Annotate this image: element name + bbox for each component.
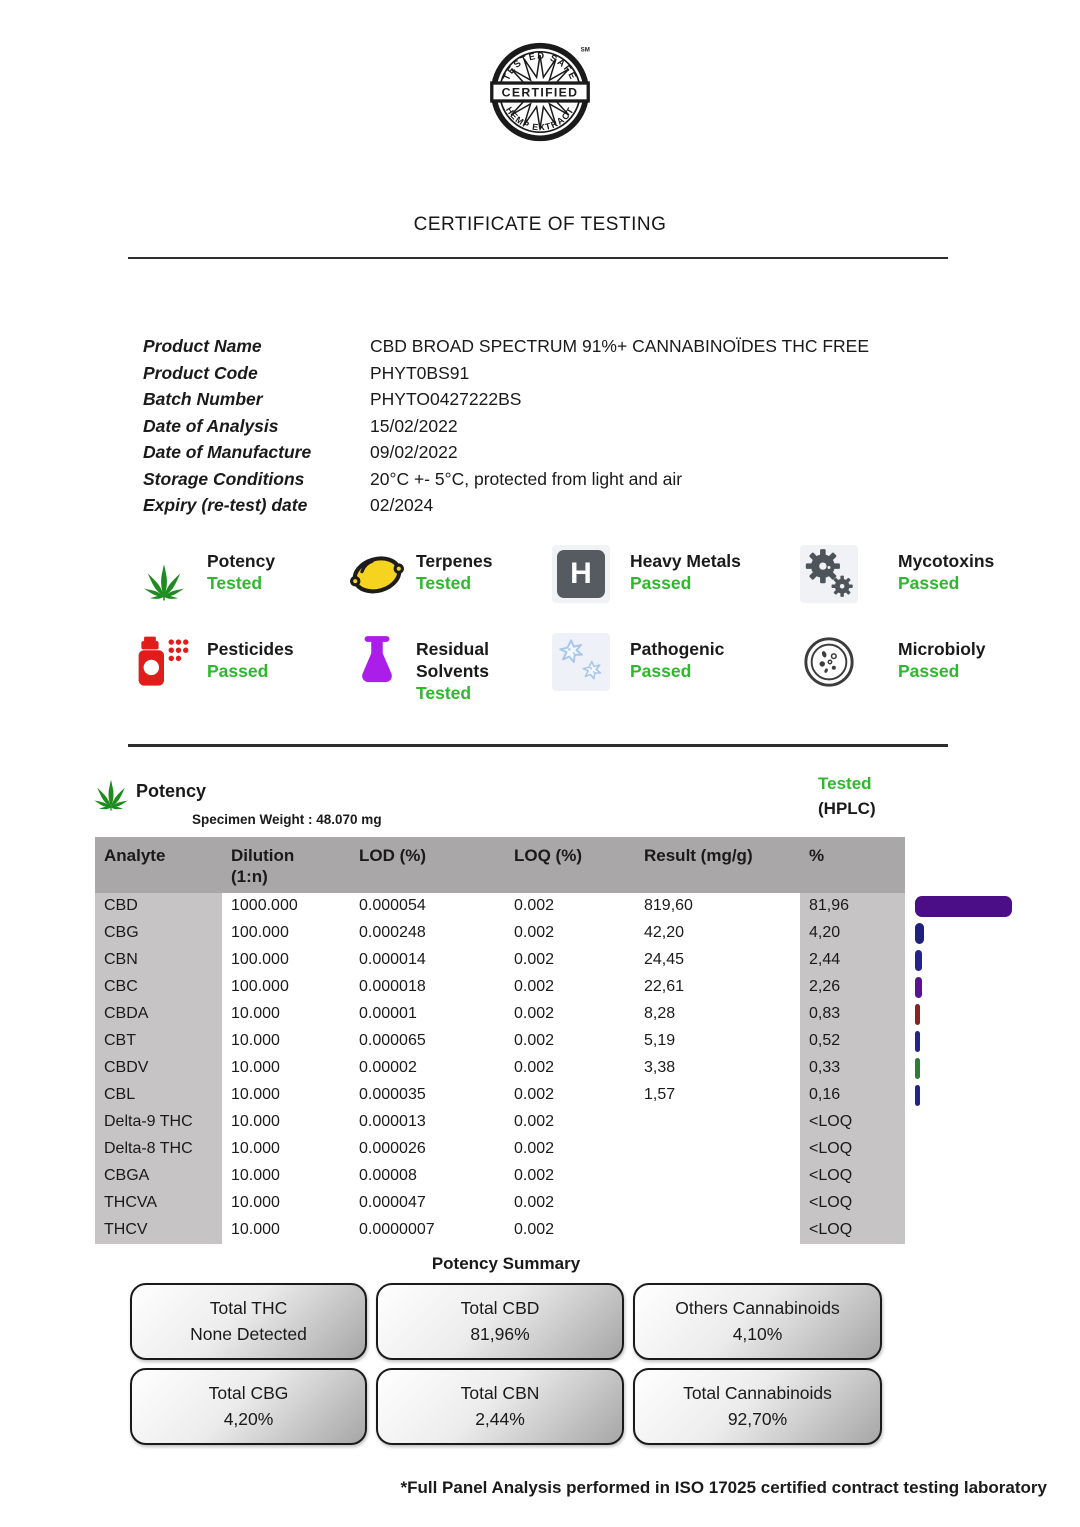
potency-table-wrap xyxy=(95,837,1080,1244)
col-header-pct: % xyxy=(809,845,825,865)
summary-box-label: Total CBN xyxy=(460,1383,540,1403)
summary-box-value: 92,70% xyxy=(727,1409,788,1429)
gears-icon xyxy=(800,545,858,603)
analyte-cell: CBDA xyxy=(95,1001,222,1028)
dilution-cell: 10.000 xyxy=(231,1059,280,1076)
summary-box-label: Total CBD xyxy=(460,1298,540,1318)
table-row xyxy=(95,947,905,974)
pct-cell: 2,44 xyxy=(800,947,905,974)
analyte-cell: Delta-8 THC xyxy=(95,1136,222,1163)
potency-heading: Potency xyxy=(136,780,207,801)
product-info-label: Date of Analysis xyxy=(143,415,279,436)
result-cell xyxy=(635,1109,800,1136)
pct-cell: <LOQ xyxy=(800,1190,905,1217)
analyte-cell: CBDV xyxy=(95,1055,222,1082)
result-bar-cbl xyxy=(915,1085,920,1106)
badge-heavy-metals xyxy=(552,545,800,603)
loq-cell: 0.002 xyxy=(514,1086,555,1103)
product-info-value: CBD BROAD SPECTRUM 91%+ CANNABINOÏDES THC FREE xyxy=(370,336,870,356)
result-cell xyxy=(635,1163,800,1190)
analyte-cell: CBG xyxy=(95,920,222,947)
summary-box xyxy=(633,1368,882,1445)
result-cell: 819,60 xyxy=(644,897,693,914)
summary-box xyxy=(376,1283,624,1360)
h-letter: H xyxy=(557,550,605,598)
summary-box-value: 81,96% xyxy=(470,1324,530,1344)
badge-status: Tested xyxy=(416,682,472,703)
product-info-row xyxy=(143,360,1080,387)
analyte-cell: THCVA xyxy=(95,1190,222,1217)
product-info-value: 20°C +- 5°C, protected from light and air xyxy=(370,468,683,489)
loq-cell: 0.002 xyxy=(514,978,555,995)
lod-cell: 0.000026 xyxy=(359,1140,426,1157)
product-info-label: Date of Manufacture xyxy=(143,442,312,462)
logo-trademark: SM xyxy=(580,46,590,54)
product-info-row xyxy=(143,413,1080,440)
table-row xyxy=(95,1190,905,1217)
analyte-cell: CBT xyxy=(95,1028,222,1055)
lod-cell: 0.000013 xyxy=(359,1113,426,1130)
lod-cell: 0.000035 xyxy=(359,1086,426,1103)
product-info-value: PHYT0BS91 xyxy=(370,362,470,383)
pct-cell: 0,83 xyxy=(800,1001,905,1028)
logo-arc-top-text: TESTED SAFE xyxy=(501,50,579,83)
lod-cell: 0.00008 xyxy=(359,1167,417,1184)
pct-cell: 4,20 xyxy=(800,920,905,947)
bar-slot xyxy=(915,1028,1080,1055)
dilution-cell: 10.000 xyxy=(231,1005,280,1022)
result-bar-cbg xyxy=(915,923,924,944)
badge-terpenes xyxy=(348,545,552,603)
badge-label: Mycotoxins xyxy=(898,550,995,571)
badge-label: Potency xyxy=(207,550,276,571)
lod-cell: 0.0000007 xyxy=(359,1221,435,1238)
result-cell xyxy=(635,1217,800,1244)
logo-arc-bottom-text: HEMP EXTRACT xyxy=(503,105,577,133)
dilution-cell: 10.000 xyxy=(231,1221,280,1238)
table-row xyxy=(95,1082,905,1109)
result-cell: 3,38 xyxy=(644,1059,676,1076)
lod-cell: 0.000065 xyxy=(359,1032,426,1049)
loq-cell: 0.002 xyxy=(514,1194,555,1211)
dilution-cell: 100.000 xyxy=(231,951,289,968)
analyte-cell: CBN xyxy=(95,947,222,974)
pct-cell: <LOQ xyxy=(800,1109,905,1136)
badge-label: Microbioly xyxy=(898,638,986,659)
badge-residual-solvents xyxy=(348,633,552,704)
col-header-dilution-line1: Dilution xyxy=(231,845,295,865)
summary-box xyxy=(130,1283,367,1360)
summary-box xyxy=(633,1283,882,1360)
table-row xyxy=(95,1001,905,1028)
logo-band-text: CERTIFIED xyxy=(501,85,579,100)
loq-cell: 0.002 xyxy=(514,1059,555,1076)
product-info xyxy=(143,333,1080,519)
loq-cell: 0.002 xyxy=(514,951,555,968)
badge-label: Pathogenic xyxy=(630,638,725,659)
tested-hplc xyxy=(818,771,876,821)
bar-slot xyxy=(915,1082,1080,1109)
summary-box-value: 4,10% xyxy=(732,1324,783,1344)
col-header-lod: LOD (%) xyxy=(359,845,427,865)
product-info-label: Expiry (re-test) date xyxy=(143,495,308,515)
method-label: (HPLC) xyxy=(818,798,876,818)
result-bars xyxy=(915,893,1080,1109)
bar-slot xyxy=(915,893,1080,920)
pct-cell: 0,16 xyxy=(800,1082,905,1109)
result-bar-cbdv xyxy=(915,1058,920,1079)
badge-status: Passed xyxy=(630,660,692,681)
table-row xyxy=(95,1055,905,1082)
loq-cell: 0.002 xyxy=(514,1221,555,1238)
dilution-cell: 10.000 xyxy=(231,1194,280,1211)
summary-box-label: Others Cannabinoids xyxy=(675,1298,840,1318)
lod-cell: 0.000054 xyxy=(359,897,426,914)
badge-status: Passed xyxy=(630,572,692,593)
summary-box-label: Total THC xyxy=(209,1298,288,1318)
result-cell: 8,28 xyxy=(644,1005,676,1022)
result-cell xyxy=(635,1190,800,1217)
result-cell: 5,19 xyxy=(644,1032,676,1049)
analyte-cell: CBL xyxy=(95,1082,222,1109)
result-bar-cbc xyxy=(915,977,922,998)
product-info-row xyxy=(143,466,1080,493)
badge-status: Tested xyxy=(416,572,472,593)
table-row xyxy=(95,920,905,947)
col-header-analyte: Analyte xyxy=(104,845,166,865)
badge-label: Residual Solvents xyxy=(416,638,489,681)
certified-badge-icon xyxy=(488,40,592,144)
badge-mycotoxins xyxy=(800,545,1080,603)
lod-cell: 0.000014 xyxy=(359,951,426,968)
summary-box-label: Total CBG xyxy=(208,1383,289,1403)
summary-box xyxy=(376,1368,624,1445)
table-row xyxy=(95,1109,905,1136)
badge-label: Terpenes xyxy=(416,550,493,571)
cannabis-leaf-icon xyxy=(88,765,134,816)
table-row xyxy=(95,1136,905,1163)
badge-label: Pesticides xyxy=(207,638,294,659)
lod-cell: 0.000047 xyxy=(359,1194,426,1211)
footnote: *Full Panel Analysis performed in ISO 17025 certified contract testing laboratory xyxy=(400,1477,1047,1497)
bar-slot xyxy=(915,974,1080,1001)
dilution-cell: 10.000 xyxy=(231,1086,280,1103)
analyte-cell: CBD xyxy=(95,893,222,920)
product-info-label: Product Code xyxy=(143,362,258,383)
dilution-cell: 10.000 xyxy=(231,1032,280,1049)
summary-box xyxy=(130,1368,367,1445)
badge-status: Passed xyxy=(898,572,960,593)
dilution-cell: 10.000 xyxy=(231,1167,280,1184)
pct-cell: 0,33 xyxy=(800,1055,905,1082)
petri-dish-icon xyxy=(800,633,858,691)
product-info-value: 15/02/2022 xyxy=(370,415,458,436)
dilution-cell: 100.000 xyxy=(231,978,289,995)
product-info-label: Storage Conditions xyxy=(143,468,305,489)
analyte-cell: Delta-9 THC xyxy=(95,1109,222,1136)
product-info-row xyxy=(143,492,1080,519)
dilution-cell: 1000.000 xyxy=(231,897,298,914)
product-info-value: 02/2024 xyxy=(370,495,434,515)
microbes-icon xyxy=(552,633,610,691)
loq-cell: 0.002 xyxy=(514,1032,555,1049)
flask-icon xyxy=(348,633,406,691)
table-row xyxy=(95,1163,905,1190)
product-info-row xyxy=(143,333,1080,360)
potency-section-header xyxy=(88,765,1080,833)
dilution-cell: 10.000 xyxy=(231,1140,280,1157)
certified-logo xyxy=(488,0,592,144)
loq-cell: 0.002 xyxy=(514,1140,555,1157)
bar-slot xyxy=(915,920,1080,947)
result-bar-cbda xyxy=(915,1004,920,1025)
badge-label: Heavy Metals xyxy=(630,550,741,571)
loq-cell: 0.002 xyxy=(514,1167,555,1184)
col-header-dilution-line2: (1:n) xyxy=(231,866,268,886)
spray-bottle-icon xyxy=(135,633,193,691)
summary-title: Potency Summary xyxy=(431,1253,581,1273)
badge-pathogenic xyxy=(552,633,800,704)
cannabis-leaf-icon xyxy=(135,545,193,603)
dilution-cell: 10.000 xyxy=(231,1113,280,1130)
badge-pesticides xyxy=(135,633,348,704)
pct-cell: 81,96 xyxy=(800,893,905,920)
pct-cell: 2,26 xyxy=(800,974,905,1001)
page-title: CERTIFICATE OF TESTING xyxy=(413,214,667,235)
pct-cell: 0,52 xyxy=(800,1028,905,1055)
result-bar-cbd xyxy=(915,896,1012,917)
table-row xyxy=(95,893,905,920)
tested-label: Tested xyxy=(818,773,872,793)
badge-potency xyxy=(135,545,348,603)
loq-cell: 0.002 xyxy=(514,924,555,941)
product-info-label: Product Name xyxy=(143,336,262,356)
lod-cell: 0.00002 xyxy=(359,1059,417,1076)
potency-table xyxy=(95,837,905,1244)
product-info-value: 09/02/2022 xyxy=(370,442,458,462)
pct-cell: <LOQ xyxy=(800,1163,905,1190)
hospital-h-icon xyxy=(552,545,610,603)
pct-cell: <LOQ xyxy=(800,1217,905,1244)
divider xyxy=(128,257,948,259)
summary-box-value: None Detected xyxy=(190,1324,307,1344)
summary-box-value: 4,20% xyxy=(223,1409,274,1429)
badge-status: Passed xyxy=(207,660,269,681)
result-cell: 24,45 xyxy=(644,951,685,968)
result-cell: 22,61 xyxy=(644,978,685,995)
table-row xyxy=(95,974,905,1001)
dilution-cell: 100.000 xyxy=(231,924,289,941)
col-header-dilution xyxy=(222,837,350,893)
product-info-value: PHYTO0427222BS xyxy=(370,389,522,409)
summary-box-label: Total Cannabinoids xyxy=(683,1383,832,1403)
analyte-cell: CBGA xyxy=(95,1163,222,1190)
table-row xyxy=(95,1217,905,1244)
table-row xyxy=(95,1028,905,1055)
result-cell xyxy=(635,1136,800,1163)
analyte-cell: THCV xyxy=(95,1217,222,1244)
loq-cell: 0.002 xyxy=(514,897,555,914)
product-info-label: Batch Number xyxy=(143,389,263,409)
test-badges-grid xyxy=(135,545,1080,704)
pct-cell: <LOQ xyxy=(800,1136,905,1163)
result-bar-cbt xyxy=(915,1031,920,1052)
loq-cell: 0.002 xyxy=(514,1005,555,1022)
bar-slot xyxy=(915,947,1080,974)
lod-cell: 0.000248 xyxy=(359,924,426,941)
badge-microbioly xyxy=(800,633,1080,704)
table-header-row xyxy=(95,837,905,893)
lod-cell: 0.000018 xyxy=(359,978,426,995)
bar-slot xyxy=(915,1055,1080,1082)
product-info-row xyxy=(143,386,1080,413)
specimen-weight: Specimen Weight : 48.070 mg xyxy=(192,811,382,827)
bar-slot xyxy=(915,1001,1080,1028)
badge-status: Passed xyxy=(898,660,960,681)
result-bar-cbn xyxy=(915,950,922,971)
lod-cell: 0.00001 xyxy=(359,1005,417,1022)
result-cell: 1,57 xyxy=(644,1086,676,1103)
summary-box-value: 2,44% xyxy=(475,1409,525,1429)
col-header-loq: LOQ (%) xyxy=(514,845,582,865)
lemon-icon xyxy=(348,545,406,603)
analyte-cell: CBC xyxy=(95,974,222,1001)
summary-grid xyxy=(130,1283,882,1445)
badge-status: Tested xyxy=(207,572,263,593)
divider xyxy=(128,744,948,747)
product-info-row xyxy=(143,439,1080,466)
loq-cell: 0.002 xyxy=(514,1113,555,1130)
col-header-result: Result (mg/g) xyxy=(644,845,753,865)
result-cell: 42,20 xyxy=(644,924,685,941)
